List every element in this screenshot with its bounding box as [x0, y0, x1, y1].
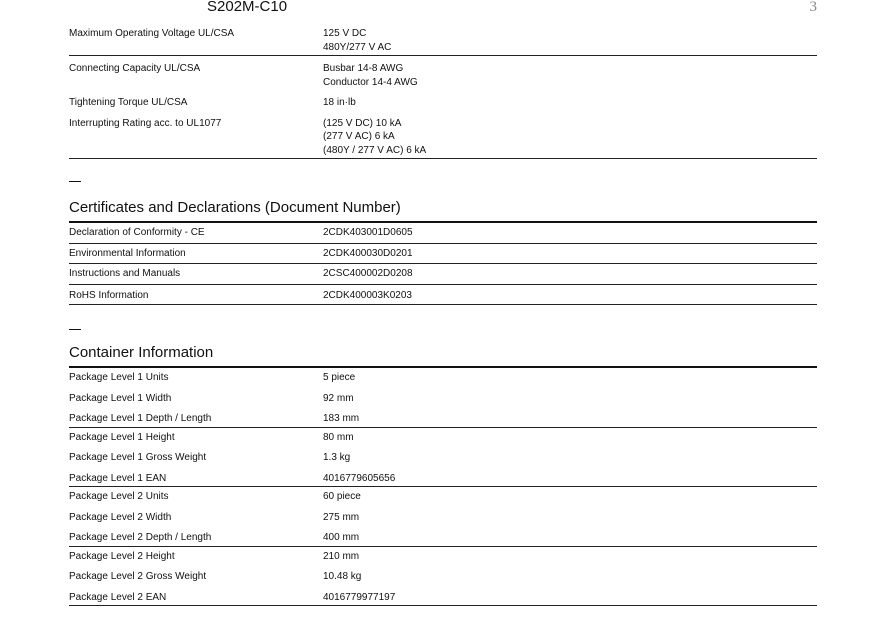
table-row: [69, 444, 817, 465]
table-row: [69, 428, 817, 445]
page-number: 3: [809, 0, 817, 15]
row-value: 80 mm: [323, 431, 354, 443]
row-label: Package Level 2 Gross Weight: [69, 571, 207, 582]
row-label: Package Level 1 Units: [69, 372, 169, 383]
value-line: Conductor 14-4 AWG: [323, 76, 418, 88]
row-label: RoHS Information: [69, 289, 149, 301]
row-value: [323, 62, 817, 89]
table-row: [69, 584, 817, 607]
table-row: [69, 56, 817, 89]
row-value: 10.48 kg: [323, 571, 362, 582]
row-label: Package Level 1 Width: [69, 392, 172, 404]
table-row: [69, 547, 817, 564]
value-line: Busbar 14-8 AWG: [323, 63, 404, 74]
row-value: 4016779977197: [323, 591, 396, 603]
row-value: 92 mm: [323, 392, 354, 404]
container-table: [69, 368, 817, 606]
row-value: 18 in·lb: [323, 97, 356, 108]
row-label: Package Level 1 EAN: [69, 472, 167, 484]
value-line: (480Y / 277 V AC) 6 kA: [323, 144, 427, 156]
row-value: 4016779605656: [323, 472, 396, 484]
table-row: [69, 89, 817, 110]
page-title: S202M-C10: [207, 0, 288, 15]
section-dash: [69, 329, 81, 330]
table-row: [69, 223, 817, 244]
value-line: (125 V DC) 10 kA: [323, 117, 402, 129]
table-row: [69, 27, 817, 56]
table-row: [69, 487, 817, 504]
row-value: 2CSC400002D0208: [323, 268, 413, 279]
table-row: [69, 285, 817, 306]
table-row: [69, 405, 817, 428]
row-label: Connecting Capacity UL/CSA: [69, 63, 201, 74]
value-line: 125 V DC: [323, 28, 367, 39]
row-label: Package Level 1 Height: [69, 431, 175, 443]
row-label: Package Level 2 Depth / Length: [69, 532, 212, 543]
row-label: Instructions and Manuals: [69, 268, 181, 279]
table-row: [69, 264, 817, 285]
section-title-certificates: Certificates and Declarations (Document Number): [69, 199, 401, 216]
row-value: 5 piece: [323, 372, 356, 383]
row-value: 2CDK400003K0203: [323, 289, 412, 301]
row-value: 1.3 kg: [323, 452, 351, 463]
row-value: 2CDK403001D0605: [323, 227, 413, 238]
table-row: [69, 504, 817, 525]
table-row: [69, 368, 817, 385]
row-value: 275 mm: [323, 511, 360, 523]
row-label: Declaration of Conformity - CE: [69, 227, 205, 238]
row-value: 60 piece: [323, 491, 361, 502]
row-value: 210 mm: [323, 550, 360, 562]
table-row: [69, 385, 817, 406]
certificates-table: [69, 223, 817, 305]
section-title-container: Container Information: [69, 344, 214, 361]
row-label: Package Level 1 Gross Weight: [69, 452, 207, 463]
row-label: Package Level 2 Width: [69, 511, 172, 523]
row-label: Package Level 1 Depth / Length: [69, 413, 212, 424]
row-label: Interrupting Rating acc. to UL1077: [69, 117, 222, 129]
section-dash: [69, 181, 81, 182]
document-body: [69, 27, 817, 606]
row-label: Package Level 2 Height: [69, 550, 175, 562]
row-value: 183 mm: [323, 413, 360, 424]
table-row: [69, 524, 817, 547]
row-label: Environmental Information: [69, 247, 186, 259]
row-label: Package Level 2 Units: [69, 491, 169, 502]
row-value: [323, 27, 817, 54]
value-line: 480Y/277 V AC: [323, 41, 392, 53]
table-row: [69, 465, 817, 488]
row-value: [323, 117, 817, 158]
row-label: Tightening Torque UL/CSA: [69, 97, 188, 108]
table-row: [69, 110, 817, 160]
row-label: Package Level 2 EAN: [69, 591, 167, 603]
table-row: [69, 563, 817, 584]
table-row: [69, 244, 817, 265]
row-value: 400 mm: [323, 532, 360, 543]
row-label: Maximum Operating Voltage UL/CSA: [69, 28, 235, 39]
ratings-table: [69, 27, 817, 159]
row-value: 2CDK400030D0201: [323, 247, 413, 259]
value-line: (277 V AC) 6 kA: [323, 131, 395, 142]
